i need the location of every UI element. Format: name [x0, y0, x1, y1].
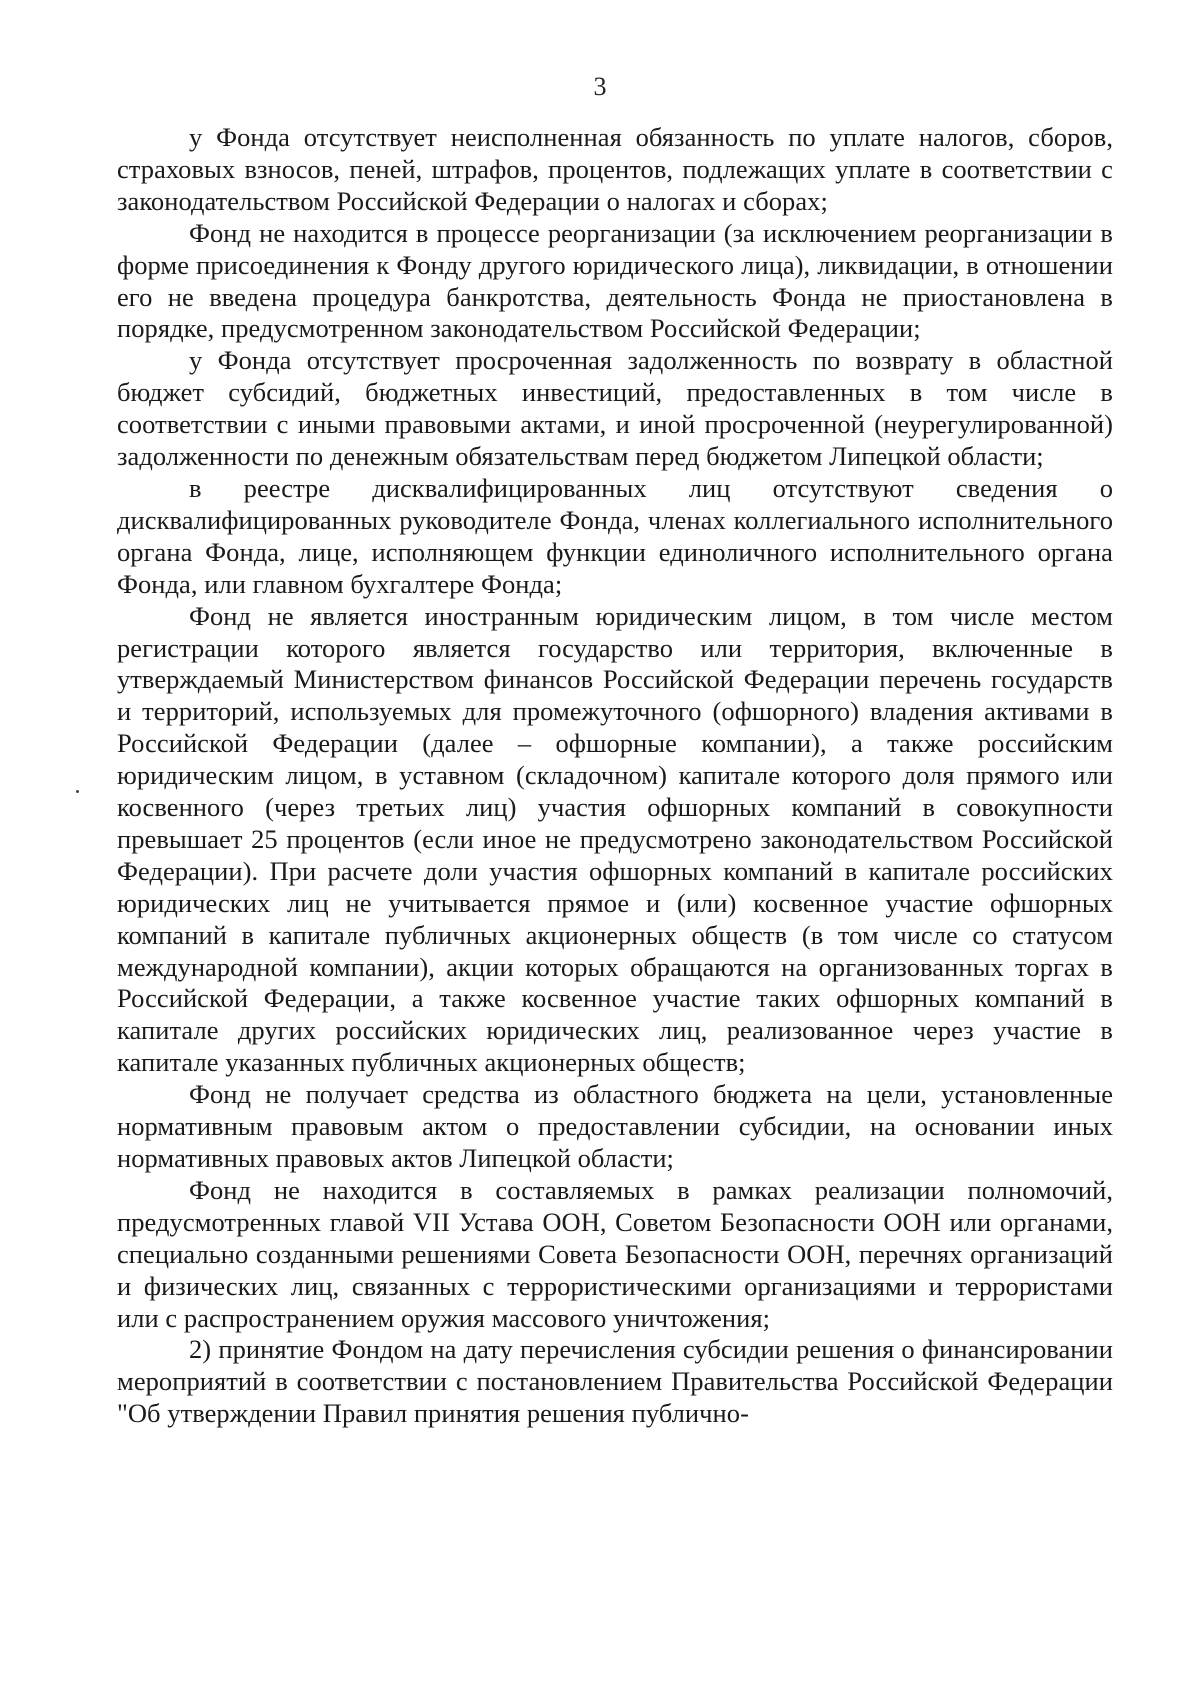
paragraph-no-overdue-debt: у Фонда отсутствует просроченная задолженность по возврату в областной бюджет субсидий, бюджетных инвестиций, предоставленных в том числе в соответствии с иными правовыми актами, и иной просроченной (неурегулированной) задолженности по денежным обязательствам перед бюджетом Липецкой области;: [117, 345, 1113, 472]
paragraph-no-reorganization: Фонд не находится в процессе реорганизации (за исключением реорганизации в форме присоединения к Фонду другого юридического лица), ликвидации, в отношении его не введена процедура банкротства, деятельность Фонда не приостановлена в порядке, предусмотренном законодательством Российской Федерации;: [117, 217, 1113, 344]
document-body: [117, 122, 1113, 1430]
paragraph-no-tax-debt: у Фонда отсутствует неисполненная обязанность по уплате налогов, сборов, страховых взносов, пеней, штрафов, процентов, подлежащих уплате в соответствии с законодательством Российской Федерации о налогах и сборах;: [117, 122, 1113, 216]
paragraph-no-other-budget-funds: Фонд не получает средства из областного бюджета на цели, установленные нормативным правовым актом о предоставлении субсидии, на основании иных нормативных правовых актов Липецкой области;: [117, 1079, 1113, 1173]
paragraph-financing-decision: 2) принятие Фондом на дату перечисления субсидии решения о финансировании мероприятий в соответствии с постановлением Правительства Российской Федерации "Об утверждении Правил принятия решения публично-: [117, 1334, 1113, 1429]
scan-artifact-dot: [76, 790, 79, 793]
paragraph-not-foreign-entity: Фонд не является иностранным юридическим лицом, в том числе местом регистрации которого является государство или территория, включенные в утверждаемый Министерством финансов Российской Федерации перечень государств и территорий, используемых для промежуточного (офшорного) владения активами в Российской Федерации (далее – офшорные компании), а также российским юридическим лицом, в уставном (складочном) капитале которого доля прямого или косвенного (через третьих лиц) участия офшорных компаний в совокупности превышает 25 процентов (если иное не предусмотрено законодательством Российской Федерации). При расчете доли участия офшорных компаний в капитале российских юридических лиц не учитывается прямое и (или) косвенное участие офшорных компаний в капитале публичных акционерных обществ (в том числе со статусом международной компании), акции которых обращаются на организованных торгах в Российской Федерации, а также косвенное участие таких офшорных компаний в капитале других российских юридических лиц, реализованное через участие в капитале указанных публичных акционерных обществ;: [117, 600, 1113, 1078]
page-number: 3: [593, 72, 607, 101]
paragraph-not-in-un-lists: Фонд не находится в составляемых в рамках реализации полномочий, предусмотренных главой VII Устава ООН, Советом Безопасности ООН или органами, специально созданными решениями Совета Безопасности ООН, перечнях организаций и физических лиц, связанных с террористическими организациями и террористами или с распространением оружия массового уничтожения;: [117, 1174, 1113, 1333]
paragraph-disqualified-persons: в реестре дисквалифицированных лиц отсутствуют сведения о дисквалифицированных руководителе Фонда, членах коллегиального исполнительного органа Фонда, лице, исполняющем функции единоличного исполнительного органа Фонда, или главном бухгалтере Фонда;: [117, 472, 1113, 599]
